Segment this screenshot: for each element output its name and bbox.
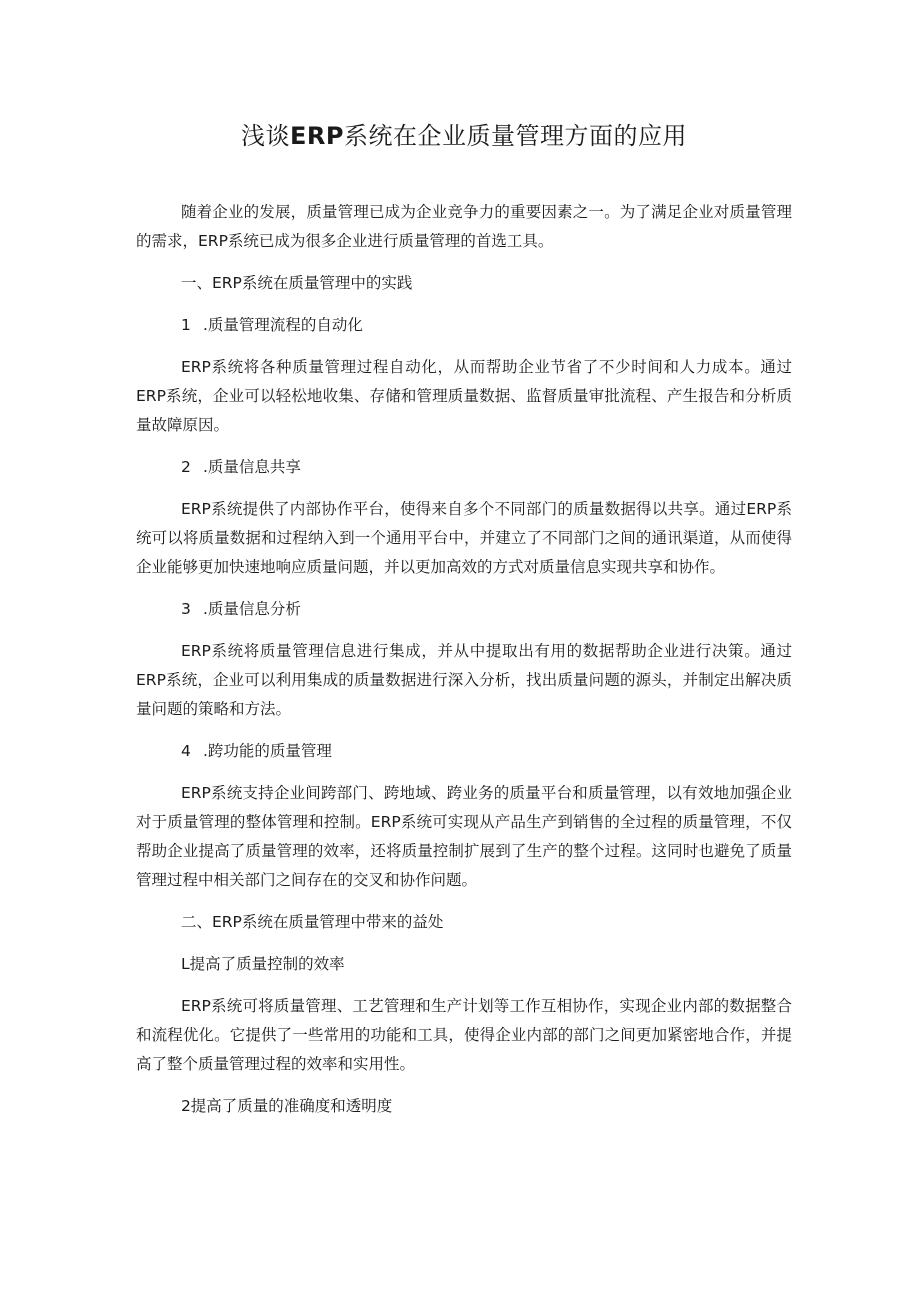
title-suffix: 系统在企业质量管理方面的应用 [343,122,687,150]
section1-heading: 一、ERP系统在质量管理中的实践 [180,274,413,292]
item2-number: 2 [180,458,191,476]
intro-paragraph: 随着企业的发展，质量管理已成为企业竞争力的重要因素之一。为了满足企业对质量管理的需求，ERP系统已成为很多企业进行质量管理的首选工具。 [136,203,792,250]
item3-title: .质量信息分析 [202,600,301,618]
title-erp: ERP [290,122,344,150]
benefit2-heading: 2提高了质量的准确度和透明度 [180,1097,393,1115]
item2-body: ERP系统提供了内部协作平台，使得来自多个不同部门的质量数据得以共享。通过ERP系统可以将质量数据和过程纳入到一个通用平台中，并建立了不同部门之间的通讯渠道，从而使得企业能够更加快速地响应质量问题，并以更加高效的方式对质量信息实现共享和协作。 [136,500,792,576]
title-prefix: 浅谈 [241,122,291,150]
item4-number: 4 [180,742,191,760]
benefit1-body: ERP系统可将质量管理、工艺管理和生产计划等工作互相协作，实现企业内部的数据整合和流程优化。它提供了一些常用的功能和工具，使得企业内部的部门之间更加紧密地合作，并提高了整个质量管理过程的效率和实用性。 [136,997,792,1073]
item1-number: 1 [180,316,191,334]
page-title [136,118,792,154]
item3-body: ERP系统将质量管理信息进行集成，并从中提取出有用的数据帮助企业进行决策。通过ERP系统，企业可以利用集成的质量数据进行深入分析，找出质量问题的源头，并制定出解决质量问题的策略和方法。 [136,642,792,718]
item4-body: ERP系统支持企业间跨部门、跨地域、跨业务的质量平台和质量管理，以有效地加强企业对于质量管理的整体管理和控制。ERP系统可实现从产品生产到销售的全过程的质量管理，不仅帮助企业提高了质量管理的效率，还将质量控制扩展到了生产的整个过程。这同时也避免了质量管理过程中相关部门之间存在的交叉和协作问题。 [136,784,792,889]
item4-heading [136,737,792,766]
item1-body: ERP系统将各种质量管理过程自动化，从而帮助企业节省了不少时间和人力成本。通过ERP系统，企业可以轻松地收集、存储和管理质量数据、监督质量审批流程、产生报告和分析质量故障原因。 [136,358,792,434]
item1-heading [136,311,792,340]
item2-title: .质量信息共享 [202,458,301,476]
benefit1-heading: L提高了质量控制的效率 [180,955,345,973]
item4-title: .跨功能的质量管理 [202,742,332,760]
section2-heading: 二、ERP系统在质量管理中带来的益处 [180,913,444,931]
item3-heading [136,595,792,624]
item3-number: 3 [180,600,191,618]
item2-heading [136,453,792,482]
item1-title: .质量管理流程的自动化 [202,316,363,334]
